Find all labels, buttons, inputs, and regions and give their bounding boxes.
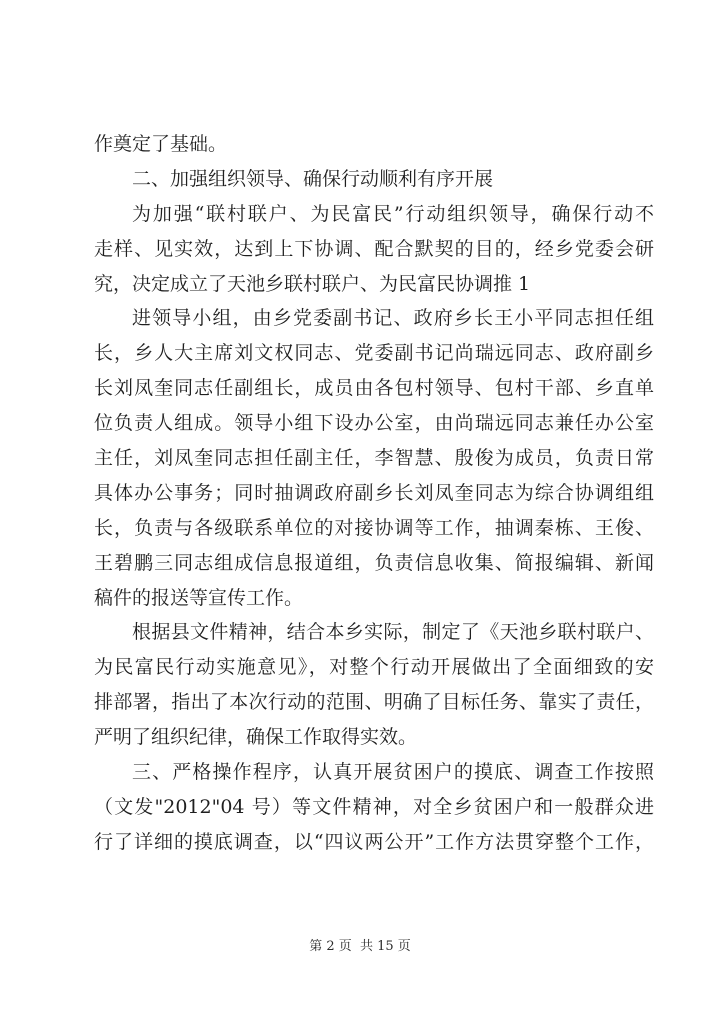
text-line: 根据县文件精神，结合本乡实际，制定了《天池乡联村联户、 [132, 621, 654, 644]
text-line: 为加强“联村联户、为民富民”行动组织领导，确保行动不 [132, 202, 654, 225]
text-line: 长，负责与各级联系单位的对接协调等工作，抽调秦栋、王俊、 [94, 516, 654, 539]
body-text [94, 127, 654, 860]
text-line: 进领导小组，由乡党委副书记、政府乡长王小平同志担任组 [132, 307, 654, 330]
text-line: （文发"2012"04 号）等文件精神，对全乡贫困户和一般群众进 [94, 795, 654, 818]
text-line: 主任，刘凤奎同志担任副主任，李智慧、殷俊为成员，负责日常 [94, 447, 654, 470]
text-line: 严明了组织纪律，确保工作取得实效。 [94, 726, 418, 749]
text-line: 排部署，指出了本次行动的范围、明确了目标任务、靠实了责任， [94, 691, 654, 714]
text-line: 为民富民行动实施意见》，对整个行动开展做出了全面细致的安 [94, 656, 654, 679]
text-line: 王碧鹏三同志组成信息报道组，负责信息收集、简报编辑、新闻 [94, 551, 654, 574]
text-line: 位负责人组成。领导小组下设办公室，由尚瑞远同志兼任办公室 [94, 412, 654, 435]
text-line: 稿件的报送等宣传工作。 [94, 586, 304, 609]
section-heading-3: 三、严格操作程序，认真开展贫困户的摸底、调查工作按照 [132, 761, 654, 784]
text-line: 究，决定成立了天池乡联村联户、为民富民协调推 1 [94, 272, 531, 295]
section-heading-2: 二、加强组织领导、确保行动顺利有序开展 [132, 167, 494, 190]
text-line: 长，乡人大主席刘文权同志、党委副书记尚瑞远同志、政府副乡 [94, 342, 654, 365]
text-line: 具体办公事务；同时抽调政府副乡长刘凤奎同志为综合协调组组 [94, 481, 654, 504]
page-number: 第 2 页 共 15 页 [309, 939, 411, 954]
text-line: 行了详细的摸底调查，以“四议两公开”工作方法贯穿整个工作， [94, 830, 654, 853]
text-line: 走样、见实效，达到上下协调、配合默契的目的，经乡党委会研 [94, 237, 654, 260]
text-line: 作奠定了基础。 [94, 133, 228, 155]
text-line: 长刘凤奎同志任副组长，成员由各包村领导、包村干部、乡直单 [94, 377, 654, 400]
page-footer [0, 935, 720, 954]
